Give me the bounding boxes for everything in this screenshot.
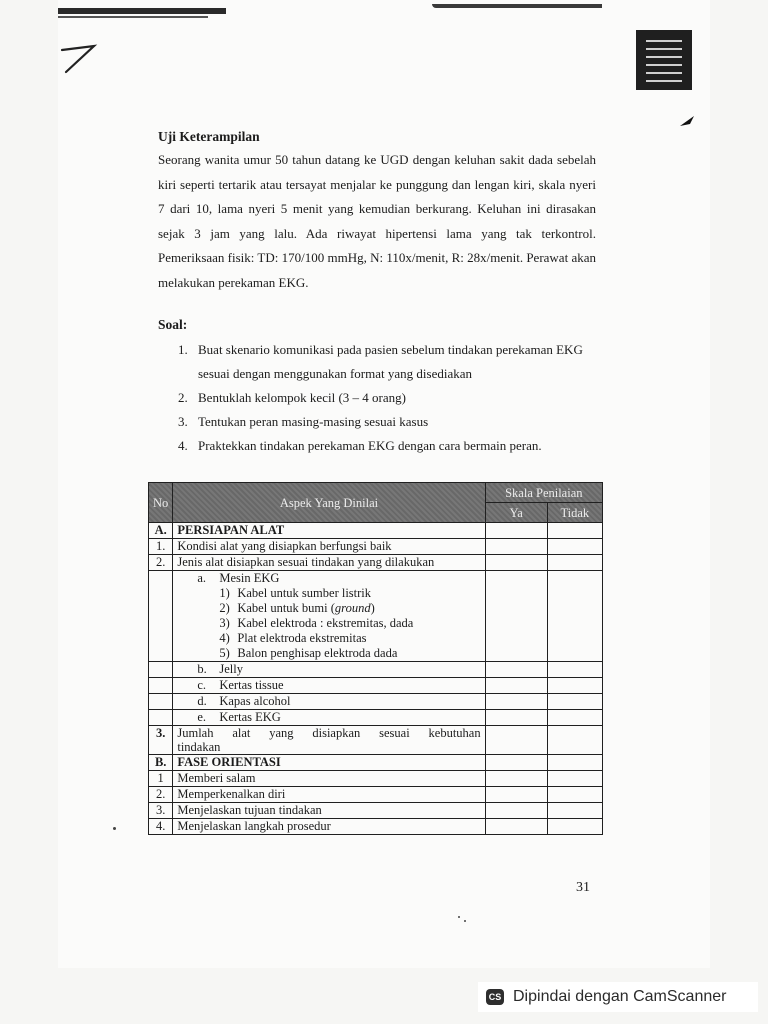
scan-speck	[113, 827, 116, 830]
camscanner-logo-icon: CS	[486, 989, 504, 1005]
table-row: 1. Kondisi alat yang disiapkan berfungsi baik	[149, 539, 603, 555]
scan-speck	[464, 920, 466, 922]
watermark-text: Dipindai dengan CamScanner	[513, 988, 727, 1005]
table-row: 2. Memperkenalkan diri	[149, 787, 603, 803]
table-row: e. Kertas EKG	[149, 710, 603, 726]
header-ya: Ya	[485, 503, 547, 523]
table-row: 2) Kabel untuk bumi (ground)	[149, 601, 603, 616]
soal-list	[178, 338, 598, 458]
list-item: 2. Bentuklah kelompok kecil (3 – 4 orang)	[178, 390, 406, 405]
corner-mark	[680, 116, 694, 126]
table-row: 3. Menjelaskan tujuan tindakan	[149, 803, 603, 819]
case-scenario-paragraph: Seorang wanita umur 50 tahun datang ke UGD dengan keluhan sakit dada sebelah kiri seperti tertarik atau tersayat menjalar ke punggung dan lengan kiri, skala nyeri 7 dari 10, lama nyeri 5 menit yang kemudian berkurang. Keluhan ini dirasakan sejak 3 jam yang lalu. Ada riwayat hipertensi lama yang tak terkontrol. Pemeriksaan fisik: TD: 170/100 mmHg, N: 110x/menit, R: 28x/menit. Perawat akan melakukan perekaman EKG.	[158, 152, 596, 290]
table-row: 4) Plat elektroda ekstremitas	[149, 631, 603, 646]
section-title: PERSIAPAN ALAT	[173, 523, 485, 539]
pen-stroke-icon	[60, 42, 98, 76]
scan-speck	[458, 916, 460, 918]
camscanner-watermark	[478, 982, 758, 1012]
table-row: B. FASE ORIENTASI	[149, 755, 603, 771]
soal-label: Soal:	[158, 317, 188, 332]
list-item: 3. Tentukan peran masing-masing sesuai kasus	[178, 414, 429, 429]
book-tab-icon	[636, 30, 692, 90]
header-tidak: Tidak	[547, 503, 602, 523]
evaluation-table-wrapper	[148, 482, 603, 835]
scan-edge-artifact	[58, 0, 228, 20]
page-number: 31	[576, 880, 590, 895]
table-row: A. PERSIAPAN ALAT	[149, 523, 603, 539]
table-row: 1 Memberi salam	[149, 771, 603, 787]
section-title: FASE ORIENTASI	[173, 755, 485, 771]
header-no: No	[149, 483, 173, 523]
evaluation-table	[148, 482, 603, 835]
table-row: a. Mesin EKG	[149, 571, 603, 587]
table-row: c. Kertas tissue	[149, 678, 603, 694]
table-row: 2. Jenis alat disiapkan sesuai tindakan yang dilakukan	[149, 555, 603, 571]
table-row: 1) Kabel untuk sumber listrik	[149, 586, 603, 601]
table-row: d. Kapas alcohol	[149, 694, 603, 710]
table-row: b. Jelly	[149, 662, 603, 678]
table-row: 3) Kabel elektroda : ekstremitas, dada	[149, 616, 603, 631]
list-item: 4. Praktekkan tindakan perekaman EKG dengan cara bermain peran.	[178, 438, 542, 453]
list-item: 1. Buat skenario komunikasi pada pasien sebelum tindakan perekaman EKG sesuai dengan menggunakan format yang disediakan	[178, 342, 583, 381]
table-row: 5) Balon penghisap elektroda dada	[149, 646, 603, 662]
header-aspek: Aspek Yang Dinilai	[173, 483, 485, 523]
table-row: 4. Menjelaskan langkah prosedur	[149, 819, 603, 835]
table-row: 3. Jumlah alat yang disiapkan sesuai kebutuhan tindakan	[149, 726, 603, 755]
header-skala: Skala Penilaian	[485, 483, 602, 503]
scan-edge-artifact	[432, 0, 602, 12]
section-heading: Uji Keterampilan	[158, 129, 260, 144]
